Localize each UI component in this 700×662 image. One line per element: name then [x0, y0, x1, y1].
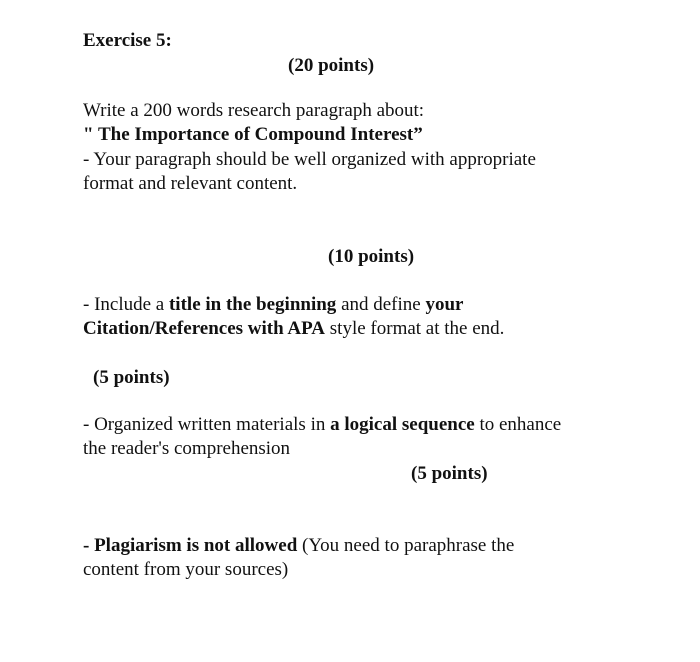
instruction-line: - Your paragraph should be well organized with appropriate: [83, 149, 536, 170]
criterion-plagiarism-line2: content from your sources): [83, 559, 289, 580]
exercise-heading: Exercise 5:: [83, 30, 172, 51]
criterion-title-line1: [83, 293, 463, 317]
criterion-emphasis: your: [425, 294, 464, 315]
intro-line: Write a 200 words research paragraph about:: [83, 100, 425, 121]
topic-title: " The Importance of Compound Interest”: [83, 124, 423, 145]
criterion-text: - Organized written materials in: [83, 414, 331, 435]
criterion-emphasis: Citation/References with APA: [83, 318, 326, 339]
criterion-text: - Include a: [83, 294, 169, 315]
intro-points: (10 points): [328, 246, 415, 267]
criterion-text: to enhance: [474, 414, 562, 435]
criterion-text: and define: [336, 294, 426, 315]
instruction-line-cont: format and relevant content.: [83, 173, 298, 194]
criterion-plagiarism-line1: [83, 534, 514, 558]
criterion-sequence-line1: [83, 413, 561, 437]
criterion-sequence-points: (5 points): [411, 463, 488, 484]
criterion-text: style format at the end.: [325, 318, 505, 339]
criterion-emphasis: title in the beginning: [168, 294, 337, 315]
total-points: (20 points): [288, 55, 375, 76]
criterion-title-line2: [83, 317, 504, 341]
criterion-sequence-line2: the reader's comprehension: [83, 438, 291, 459]
criterion-emphasis: a logical sequence: [330, 414, 475, 435]
criterion-text: (You need to paraphrase the: [297, 535, 515, 556]
criterion-title-points: (5 points): [93, 367, 170, 388]
criterion-emphasis: - Plagiarism is not allowed: [83, 535, 298, 556]
